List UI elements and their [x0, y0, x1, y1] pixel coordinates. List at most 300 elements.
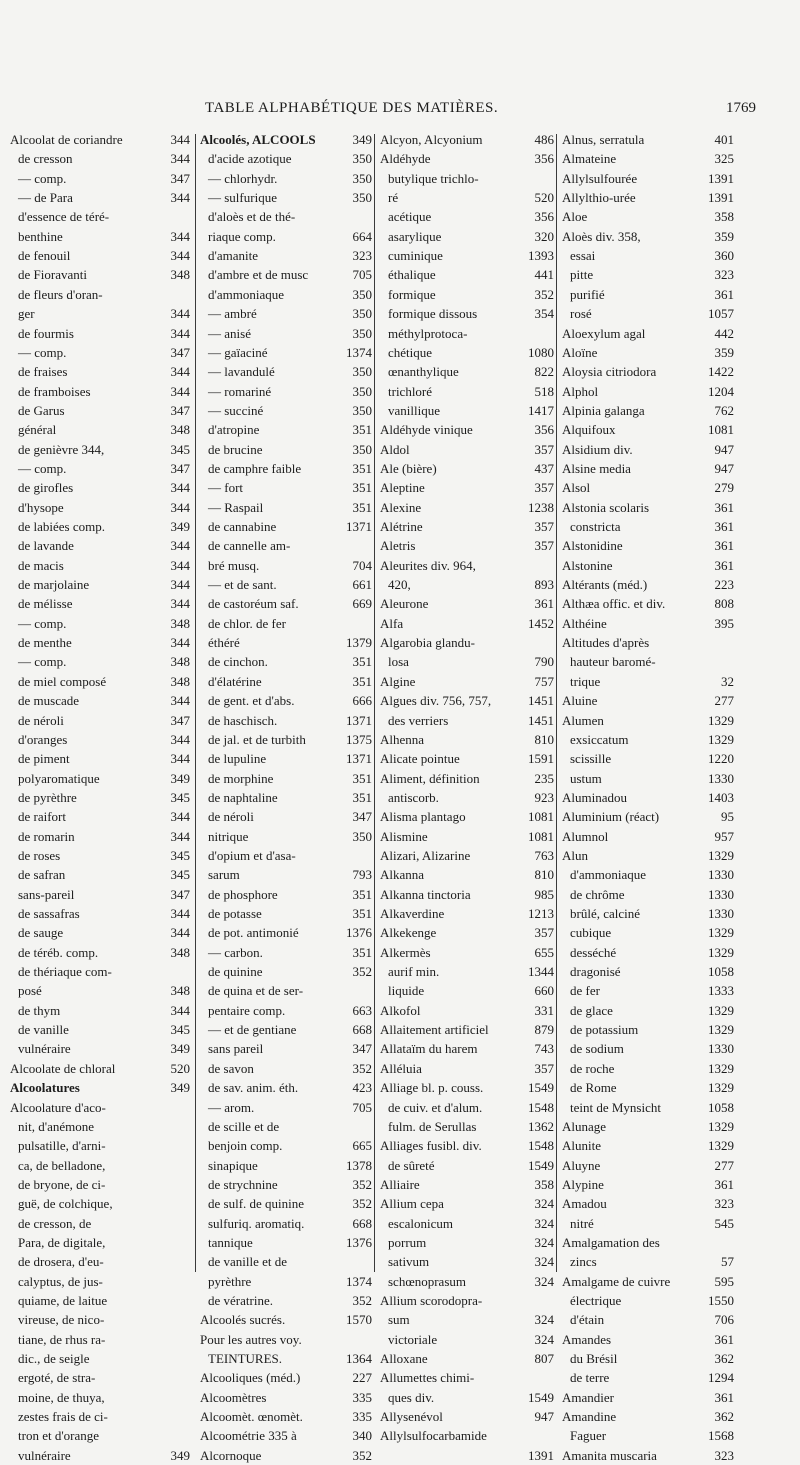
index-entry-page: 351: [352, 422, 372, 438]
index-entry: [10, 1214, 190, 1233]
index-entry-page: 344: [170, 828, 190, 844]
index-entry-term: de fourmis: [18, 325, 74, 341]
index-entry: [562, 575, 734, 594]
index-entry-term: Aldéhyde: [380, 151, 431, 167]
index-entry-page: 1371: [346, 712, 372, 728]
index-entry: [10, 1194, 190, 1213]
index-entry-page: 350: [352, 383, 372, 399]
index-entry: [562, 498, 734, 517]
index-entry-page: 520: [170, 1060, 190, 1076]
index-entry-term: Aloe: [562, 209, 588, 225]
index-entry-term: Aleurites div. 964,: [380, 557, 476, 573]
index-entry-term: tiane, de rhus ra-: [18, 1331, 106, 1347]
index-columns: [10, 130, 795, 1463]
index-entry-page: 323: [714, 1196, 734, 1212]
index-entry-term: formique: [388, 286, 436, 302]
index-entry: [380, 265, 554, 284]
index-entry-term: hauteur baromé-: [570, 654, 656, 670]
index-entry-page: 352: [352, 1196, 372, 1212]
index-entry-page: 325: [714, 151, 734, 167]
index-entry: [10, 807, 190, 826]
index-entry-page: 323: [352, 248, 372, 264]
index-entry-term: sum: [388, 1312, 410, 1328]
index-entry-term: sativum: [388, 1254, 430, 1270]
index-entry-term: de menthe: [18, 635, 72, 651]
index-entry-term: de sav. anim. éth.: [208, 1080, 299, 1096]
index-entry-term: Alcoolature d'aco-: [10, 1099, 106, 1115]
index-entry: [380, 652, 554, 671]
index-entry-page: 704: [352, 557, 372, 573]
index-entry-term: Alcoolat de coriandre: [10, 132, 123, 147]
index-entry: [200, 1214, 372, 1233]
index-entry: [380, 1388, 554, 1407]
index-entry-page: 595: [714, 1273, 734, 1289]
index-entry-term: de castoréum saf.: [208, 596, 299, 612]
index-entry-term: ca, de belladone,: [18, 1157, 106, 1173]
index-entry: [562, 1349, 734, 1368]
index-entry: [380, 130, 554, 149]
index-entry-page: 277: [714, 1157, 734, 1173]
index-entry-term: brûlé, calciné: [570, 906, 641, 921]
index-entry-term: Allium scorodopra-: [380, 1293, 483, 1308]
index-entry-page: 347: [170, 170, 190, 186]
index-entry-page: 360: [714, 248, 734, 264]
index-entry: [200, 807, 372, 826]
index-entry: [10, 1175, 190, 1194]
index-entry-page: 348: [170, 267, 190, 283]
index-entry-page: 344: [170, 383, 190, 399]
index-entry-term: — comp.: [18, 460, 67, 476]
index-entry-term: de sassafras: [18, 906, 80, 921]
index-entry-term: de scille et de: [208, 1118, 280, 1134]
index-entry: [200, 1175, 372, 1194]
index-entry-term: sans pareil: [208, 1041, 264, 1057]
index-entry-page: 227: [352, 1370, 372, 1386]
index-entry-page: 1371: [346, 751, 372, 767]
index-entry: [562, 1407, 734, 1426]
index-entry: [562, 343, 734, 362]
index-entry-page: 352: [352, 1176, 372, 1192]
index-entry-term: Altérants (méd.): [562, 577, 648, 593]
index-entry: [562, 1020, 734, 1039]
index-entry-page: 324: [534, 1234, 554, 1250]
index-entry-term: de téréb. comp.: [18, 944, 99, 960]
index-entry: [380, 711, 554, 730]
index-entry-term: de naphtaline: [208, 789, 278, 805]
index-entry-term: d'atropine: [208, 422, 260, 438]
index-entry: [10, 1233, 190, 1252]
index-entry: [380, 420, 554, 439]
index-entry: [200, 1272, 372, 1291]
index-entry-page: 277: [714, 693, 734, 709]
index-entry-term: Alsine media: [562, 460, 631, 476]
index-entry-page: 1329: [708, 1002, 734, 1018]
index-entry: [380, 1407, 554, 1426]
column-divider: [195, 134, 196, 1272]
index-entry-page: 1379: [346, 635, 372, 651]
index-entry-term: — succiné: [208, 402, 264, 418]
index-entry-page: 1329: [708, 1138, 734, 1154]
index-entry-term: liquide: [388, 983, 425, 999]
index-entry-term: Amandine: [562, 1409, 617, 1425]
index-entry: [380, 227, 554, 246]
index-entry-term: purifié: [570, 286, 605, 302]
index-entry-page: 349: [170, 1041, 190, 1057]
index-entry-page: 348: [170, 983, 190, 999]
index-entry-page: 1568: [708, 1428, 734, 1444]
index-entry-page: 351: [352, 770, 372, 786]
index-entry-page: 344: [170, 480, 190, 496]
index-entry-term: sans-pareil: [18, 886, 75, 902]
index-entry-term: Alliaire: [380, 1176, 420, 1192]
index-entry-term: — ambré: [208, 306, 257, 322]
index-entry-page: 668: [352, 1022, 372, 1038]
index-entry-term: pentaire comp.: [208, 1002, 286, 1018]
index-entry: [380, 556, 554, 575]
index-entry-page: 349: [170, 519, 190, 534]
index-entry: [380, 981, 554, 1000]
index-entry-page: 347: [170, 402, 190, 418]
index-entry-page: 423: [352, 1080, 372, 1096]
index-entry-page: 362: [714, 1409, 734, 1425]
index-entry-term: constricta: [570, 519, 621, 534]
index-entry: [562, 246, 734, 265]
index-entry: [200, 304, 372, 323]
index-entry: [10, 1426, 190, 1445]
index-entry-term: Althéine: [562, 615, 607, 631]
index-entry-term: calyptus, de jus-: [18, 1273, 103, 1289]
index-entry-term: Allysenévol: [380, 1409, 443, 1425]
index-entry: [200, 382, 372, 401]
index-entry-page: 947: [534, 1409, 554, 1425]
index-entry-page: 361: [714, 286, 734, 302]
index-entry: [200, 730, 372, 749]
index-entry: [10, 769, 190, 788]
index-entry-page: 350: [352, 402, 372, 418]
index-entry-term: Amandes: [562, 1331, 612, 1347]
index-entry-term: de quinine: [208, 964, 263, 980]
index-entry-page: 1422: [708, 364, 734, 380]
index-entry-term: Alcoolés sucrés.: [200, 1312, 286, 1328]
index-entry: [380, 846, 554, 865]
index-entry-term: Aleurone: [380, 596, 429, 612]
index-entry: [200, 1426, 372, 1445]
index-entry: [380, 478, 554, 497]
index-entry: [200, 652, 372, 671]
index-entry: [200, 1020, 372, 1039]
index-entry-term: ustum: [570, 770, 602, 786]
index-entry: [200, 1310, 372, 1329]
index-entry: [10, 1059, 190, 1078]
index-entry: [10, 788, 190, 807]
index-entry: [200, 1059, 372, 1078]
index-entry: [10, 459, 190, 478]
index-entry-page: 1330: [708, 886, 734, 902]
index-entry-term: de thériaque com-: [18, 964, 112, 980]
index-entry-term: de brucine: [208, 441, 263, 457]
index-entry-term: ré: [388, 190, 399, 206]
index-entry-page: 1452: [528, 615, 554, 631]
index-entry: [562, 614, 734, 633]
index-entry-page: 352: [352, 1293, 372, 1308]
index-entry: [10, 1252, 190, 1271]
index-entry-page: 357: [534, 1060, 554, 1076]
index-entry-term: de strychnine: [208, 1176, 278, 1192]
index-entry: [200, 1039, 372, 1058]
index-entry: [562, 227, 734, 246]
index-entry: [380, 1136, 554, 1155]
index-entry-term: Amanita muscaria: [562, 1447, 657, 1463]
index-entry-page: 279: [714, 480, 734, 496]
index-entry-page: 1238: [528, 499, 554, 515]
index-entry-page: 345: [170, 789, 190, 805]
index-entry-page: 1220: [708, 751, 734, 767]
index-entry: [380, 614, 554, 633]
index-entry: [10, 730, 190, 749]
index-entry-page: 344: [170, 1002, 190, 1018]
index-entry-page: 358: [714, 209, 734, 225]
index-entry-term: Alstonidine: [562, 538, 623, 554]
index-entry: [200, 1330, 372, 1349]
index-entry-term: de néroli: [18, 712, 64, 728]
index-entry-term: Allylsulfocarbamide: [380, 1428, 487, 1444]
index-entry-term: Ale (bière): [380, 460, 437, 476]
index-entry-term: Alfa: [380, 615, 404, 631]
index-entry-term: Aluminium (réact): [562, 809, 660, 825]
index-entry-term: nit, d'anémone: [18, 1118, 94, 1134]
index-entry: [200, 207, 372, 226]
index-entry-page: 324: [534, 1273, 554, 1289]
index-entry-term: Alkaverdine: [380, 906, 445, 921]
index-entry-page: 345: [170, 867, 190, 883]
index-entry-page: 1549: [528, 1080, 554, 1096]
index-entry: [562, 1078, 734, 1097]
index-entry: [380, 691, 554, 710]
index-entry: [380, 807, 554, 826]
index-entry: [200, 130, 372, 149]
index-entry-term: Althæa offic. et div.: [562, 596, 666, 612]
index-entry-page: 1294: [708, 1370, 734, 1386]
index-entry-term: de sulf. de quinine: [208, 1196, 305, 1212]
index-entry: [10, 691, 190, 710]
index-entry-page: 1329: [708, 1080, 734, 1096]
index-entry-page: 1333: [708, 983, 734, 999]
index-entry-page: 350: [352, 286, 372, 302]
index-entry: [200, 1098, 372, 1117]
page-header: [0, 100, 800, 126]
index-entry-term: dragonisé: [570, 964, 621, 980]
index-entry: [10, 1310, 190, 1329]
index-entry-page: 344: [170, 248, 190, 264]
index-entry-term: Almateine: [562, 151, 617, 167]
index-entry: [380, 382, 554, 401]
index-entry-term: Alliage bl. p. couss.: [380, 1080, 484, 1096]
index-entry: [10, 594, 190, 613]
index-entry: [380, 1214, 554, 1233]
index-entry: [200, 788, 372, 807]
index-entry-page: 344: [170, 596, 190, 612]
index-entry-term: Alun: [562, 847, 588, 863]
index-entry-page: 669: [352, 596, 372, 612]
index-entry: [562, 788, 734, 807]
index-entry-page: 344: [170, 557, 190, 573]
index-entry-term: de cuiv. et d'alum.: [388, 1099, 483, 1115]
index-entry-term: de lupuline: [208, 751, 267, 767]
index-entry-term: Alpinia galanga: [562, 402, 645, 418]
index-entry: [562, 885, 734, 904]
index-entry-page: 361: [714, 519, 734, 534]
index-entry-page: 351: [352, 673, 372, 689]
index-entry: [562, 769, 734, 788]
index-entry: [562, 807, 734, 826]
index-entry-page: 810: [534, 731, 554, 747]
index-entry-term: cubique: [570, 925, 612, 941]
index-entry-page: 351: [352, 944, 372, 960]
index-entry: [562, 1059, 734, 1078]
index-entry: [380, 459, 554, 478]
index-entry: [380, 1272, 554, 1291]
index-entry-page: 95: [721, 809, 734, 825]
index-entry-term: d'ambre et de musc: [208, 267, 309, 283]
index-entry: [10, 1330, 190, 1349]
index-entry-page: 344: [170, 925, 190, 941]
index-entry: [10, 246, 190, 265]
index-entry-page: 1329: [708, 925, 734, 941]
index-entry-page: 357: [534, 441, 554, 457]
index-entry-term: tron et d'orange: [18, 1428, 100, 1444]
index-entry: [10, 149, 190, 168]
index-entry-term: de Fioravanti: [18, 267, 87, 283]
index-entry-term: de genièvre 344,: [18, 441, 105, 457]
index-entry-page: 808: [714, 596, 734, 612]
index-entry-page: 344: [170, 635, 190, 651]
index-entry: [380, 1156, 554, 1175]
index-entry: [10, 169, 190, 188]
index-entry-term: — lavandulé: [208, 364, 275, 380]
index-entry: [380, 943, 554, 962]
index-entry-page: 1451: [528, 693, 554, 709]
index-entry: [200, 1233, 372, 1252]
index-entry-page: 348: [170, 615, 190, 631]
index-entry-page: 350: [352, 325, 372, 341]
index-entry-page: 356: [534, 151, 554, 167]
index-entry: [200, 478, 372, 497]
index-entry-page: 335: [352, 1389, 372, 1405]
index-entry: [10, 885, 190, 904]
index-entry: [10, 556, 190, 575]
index-entry-term: — et de sant.: [208, 577, 277, 593]
index-entry: [200, 614, 372, 633]
index-entry-page: 1081: [708, 422, 734, 438]
index-entry: [380, 304, 554, 323]
index-entry-term: vulnéraire: [18, 1447, 71, 1463]
index-entry-term: Alsol: [562, 480, 591, 496]
index-entry: [562, 1272, 734, 1291]
index-entry-term: Alismine: [380, 828, 428, 844]
index-entry-page: 1330: [708, 770, 734, 786]
index-entry-term: Alloxane: [380, 1351, 428, 1367]
index-entry: [200, 285, 372, 304]
index-entry-page: 351: [352, 480, 372, 496]
index-entry: [562, 1194, 734, 1213]
index-entry-term: Allumettes chimi-: [380, 1370, 475, 1386]
index-entry: [380, 1059, 554, 1078]
index-entry-term: benthine: [18, 228, 63, 244]
index-entry: [562, 1001, 734, 1020]
index-entry: [380, 1098, 554, 1117]
index-entry-term: ques div.: [388, 1389, 435, 1405]
index-entry: [200, 1136, 372, 1155]
index-entry: [562, 1446, 734, 1465]
index-entry-term: de fraises: [18, 364, 68, 380]
index-entry: [562, 652, 734, 671]
index-entry: [200, 517, 372, 536]
index-entry-page: 344: [170, 693, 190, 709]
index-entry: [200, 1446, 372, 1465]
index-entry-page: 1374: [346, 344, 372, 360]
index-entry-term: de néroli: [208, 809, 254, 825]
index-entry: [562, 827, 734, 846]
index-entry: [380, 769, 554, 788]
index-entry-term: Algues div. 756, 757,: [380, 693, 492, 709]
index-column-1: [10, 130, 190, 1463]
index-entry-term: scissille: [570, 751, 612, 767]
index-entry: [10, 1272, 190, 1291]
index-entry-page: 344: [170, 499, 190, 515]
index-entry-page: 923: [534, 789, 554, 805]
index-entry-page: 347: [170, 712, 190, 728]
index-entry-term: de cresson, de: [18, 1215, 92, 1231]
index-entry: [200, 962, 372, 981]
index-entry-term: — anisé: [208, 325, 251, 341]
index-entry: [562, 362, 734, 381]
index-entry-term: moine, de thuya,: [18, 1389, 105, 1405]
index-entry-term: Allaitement artificiel: [380, 1022, 489, 1038]
index-entry-term: Aliment, définition: [380, 770, 480, 786]
index-entry: [380, 1368, 554, 1387]
index-entry-term: Alumen: [562, 712, 604, 728]
index-entry-term: — romariné: [208, 383, 272, 399]
index-entry-term: de savon: [208, 1060, 254, 1076]
index-entry-term: Alkofol: [380, 1002, 421, 1018]
index-entry-term: de girofles: [18, 480, 74, 496]
index-entry: [380, 1426, 554, 1445]
index-entry-term: des verriers: [388, 712, 449, 728]
index-entry-page: 947: [714, 460, 734, 476]
index-entry-term: de cannelle am-: [208, 538, 291, 554]
index-entry-term: de roche: [570, 1060, 615, 1076]
index-entry-page: 1329: [708, 1022, 734, 1038]
index-entry-term: de fer: [570, 983, 600, 999]
index-entry: [200, 923, 372, 942]
index-entry: [10, 981, 190, 1000]
index-entry-term: essai: [570, 248, 596, 264]
index-entry: [380, 536, 554, 555]
index-entry-term: polyaromatique: [18, 770, 100, 786]
index-entry-term: — sulfurique: [208, 190, 277, 206]
index-entry: [200, 1291, 372, 1310]
index-entry: [380, 440, 554, 459]
index-entry: [10, 498, 190, 517]
index-entry: [200, 769, 372, 788]
index-entry-term: Alcornoque: [200, 1447, 262, 1463]
index-entry: [10, 923, 190, 942]
index-entry: [10, 1407, 190, 1426]
index-entry-page: 344: [170, 132, 190, 147]
index-entry-term: benjoin comp.: [208, 1138, 283, 1154]
index-entry: [562, 188, 734, 207]
index-entry-page: 324: [534, 1215, 554, 1231]
